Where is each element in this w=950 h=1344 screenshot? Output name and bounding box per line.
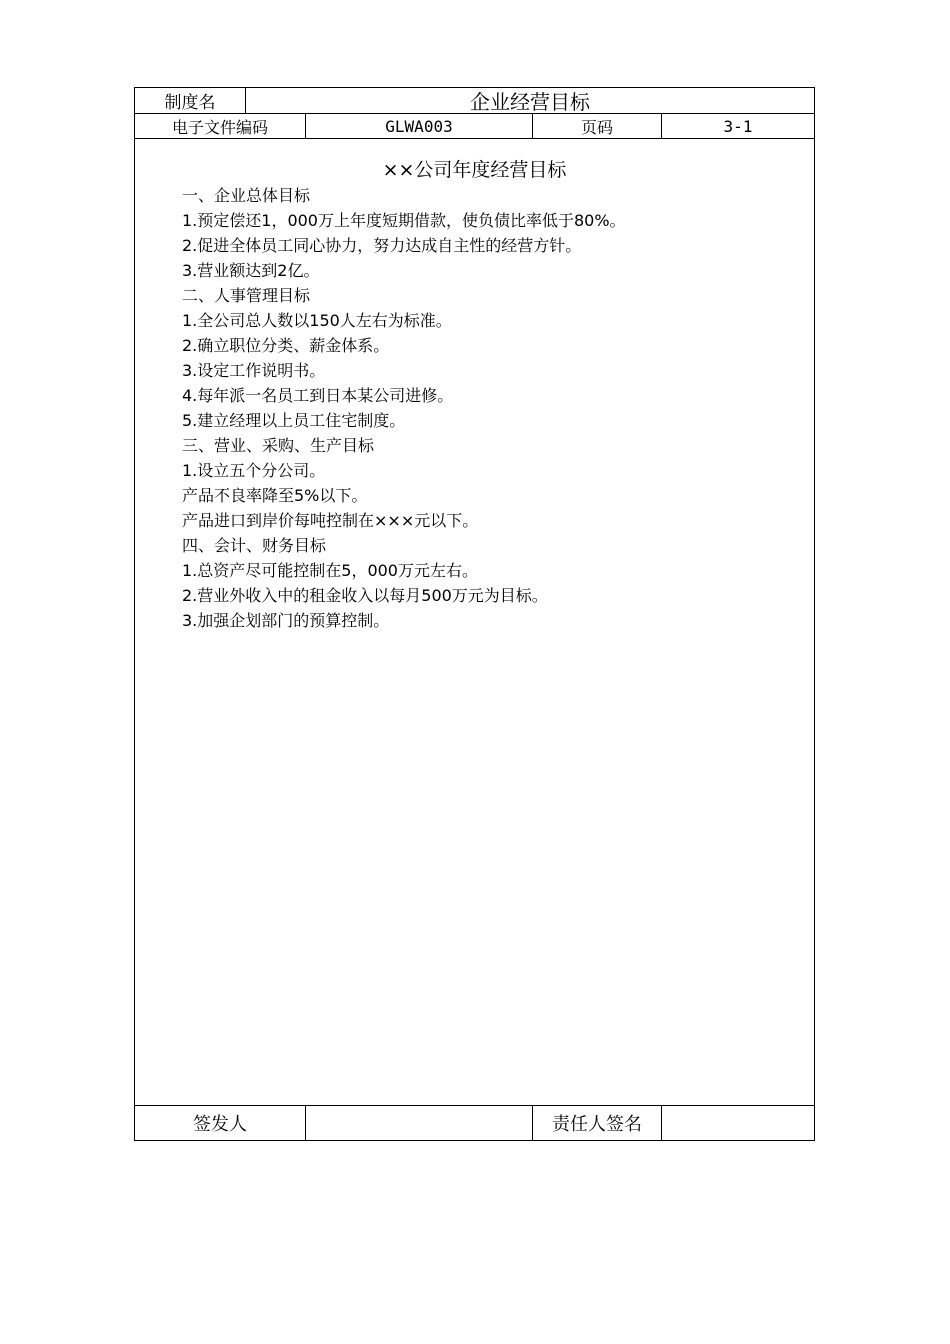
responsible-signature-label: 责任人签名: [532, 1106, 661, 1140]
document-body: [135, 139, 814, 1106]
goal-line: 4.每年派一名员工到日本某公司进修。: [182, 386, 454, 405]
goal-line: 四、会计、财务目标: [182, 536, 327, 555]
policy-name-value: 企业经营目标: [245, 88, 814, 113]
goal-line: 1.全公司总人数以150人左右为标准。: [182, 311, 452, 330]
goal-line: 3.设定工作说明书。: [182, 361, 326, 380]
goal-line: 1.总资产尽可能控制在5，000万元左右。: [182, 561, 478, 580]
document-form: [134, 87, 815, 1141]
goal-line: 5.建立经理以上员工住宅制度。: [182, 411, 406, 430]
header-row-code: [135, 114, 814, 139]
goal-line: 二、人事管理目标: [182, 286, 311, 305]
page-number-label: 页码: [532, 114, 661, 138]
goal-list: [182, 183, 626, 633]
policy-name-label: 制度名: [164, 93, 216, 113]
goal-line: 2.营业外收入中的租金收入以每月500万元为目标。: [182, 586, 548, 605]
goal-line: 2.促进全体员工同心协力，努力达成自主性的经营方针。: [182, 236, 582, 255]
file-code-value: GLWA003: [305, 114, 532, 138]
signature-row: [135, 1106, 814, 1140]
goal-line: 1.预定偿还1，000万上年度短期借款，使负债比率低于80%。: [182, 211, 626, 230]
file-code-label: 电子文件编码: [171, 117, 268, 137]
issuer-signature-field[interactable]: [305, 1106, 532, 1140]
issuer-label: 签发人: [193, 1114, 247, 1135]
goal-line: 产品进口到岸价每吨控制在×××元以下。: [182, 511, 479, 530]
header-row-name: [135, 88, 814, 114]
goal-line: 产品不良率降至5%以下。: [182, 486, 368, 505]
goal-line: 2.确立职位分类、薪金体系。: [182, 336, 390, 355]
page-number-value: 3-1: [661, 114, 814, 138]
document-title: ××公司年度经营目标: [382, 159, 567, 181]
goal-line: 三、营业、采购、生产目标: [182, 436, 375, 455]
goal-line: 3.营业额达到2亿。: [182, 261, 320, 280]
responsible-signature-field[interactable]: [661, 1106, 814, 1140]
goal-line: 3.加强企划部门的预算控制。: [182, 611, 390, 630]
goal-line: 1.设立五个分公司。: [182, 461, 326, 480]
goal-line: 一、企业总体目标: [182, 186, 311, 205]
